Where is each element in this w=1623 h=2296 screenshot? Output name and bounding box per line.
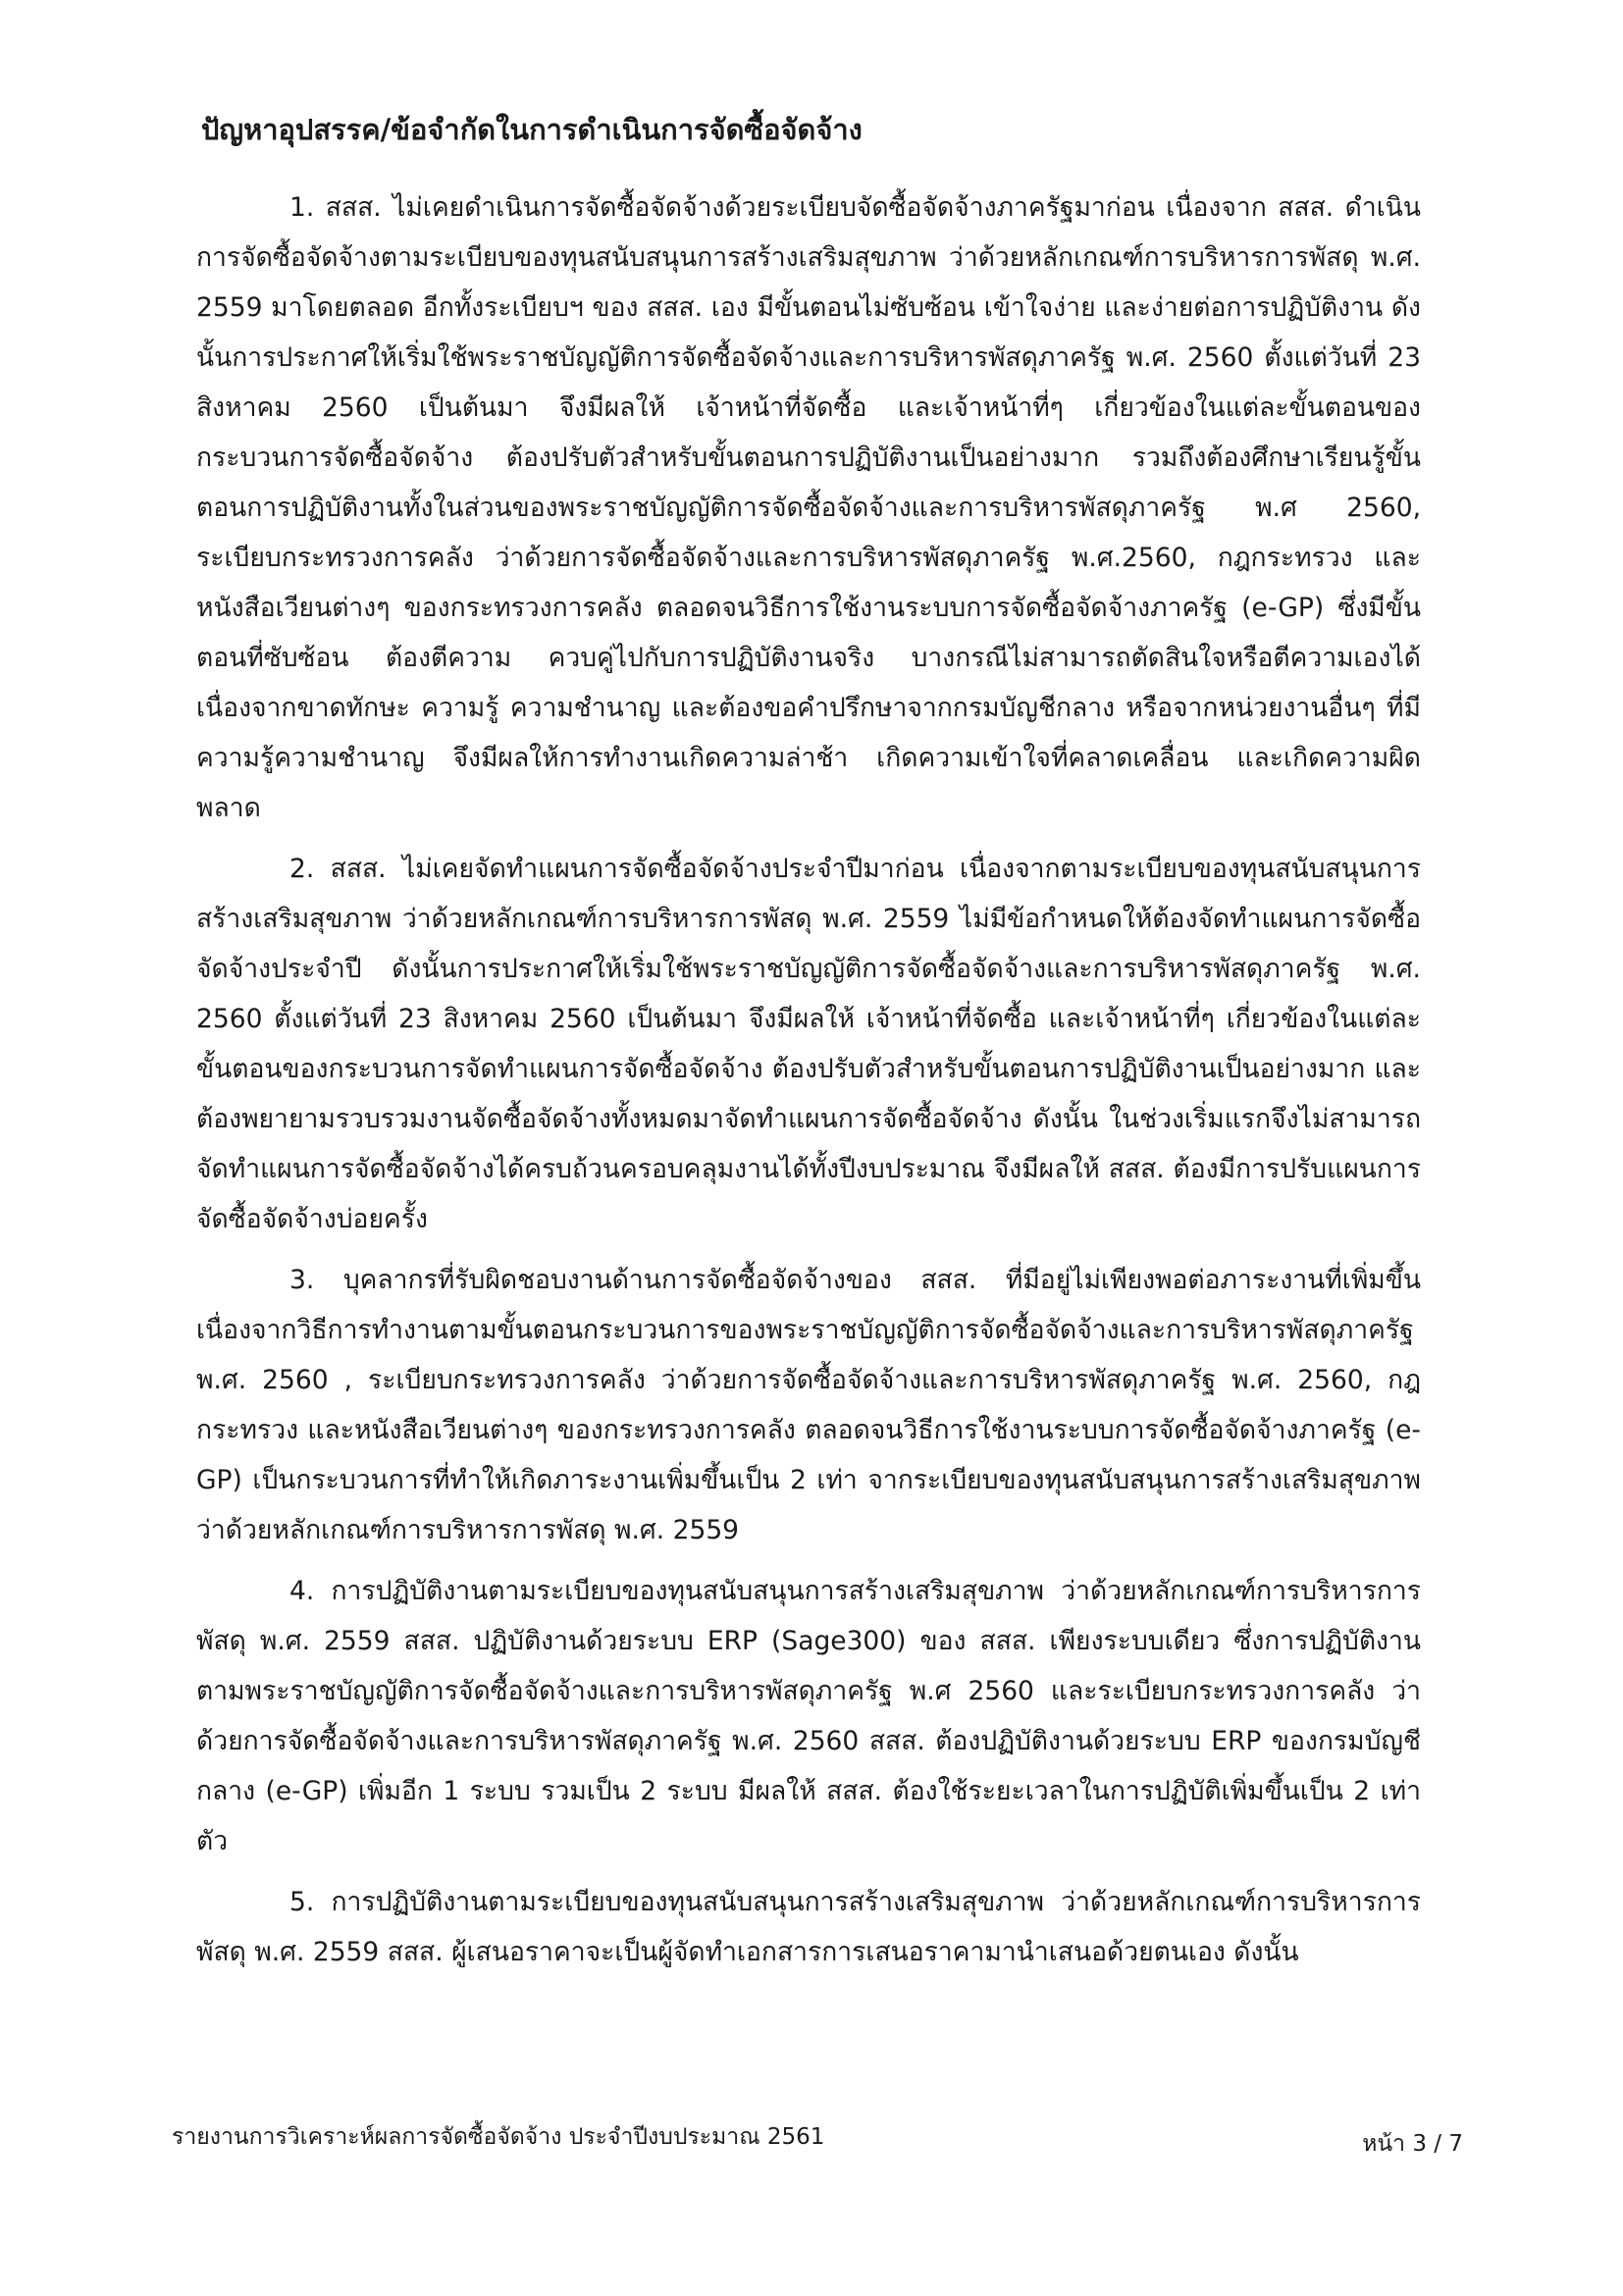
footer-report-title: รายงานการวิเคราะห์ผลการจัดซื้อจัดจ้าง ประจำปีงบประมาณ 2561 [172, 2124, 825, 2150]
body-text [196, 183, 1421, 1988]
paragraph-2: 2. สสส. ไม่เคยจัดทำแผนการจัดซื้อจัดจ้างประจำปีมาก่อน เนื่องจากตามระเบียบของทุนสนับสนุนการสร้างเสริมสุขภาพ ว่าด้วยหลักเกณฑ์การบริหารการพัสดุ พ.ศ. 2559 ไม่มีข้อกำหนดให้ต้องจัดทำแผนการจัดซื้อจัดจ้างประจำปี ดังนั้นการประกาศให้เริ่มใช้พระราชบัญญัติการจัดซื้อจัดจ้างและการบริหารพัสดุภาครัฐ พ.ศ. 2560 ตั้งแต่วันที่ 23 สิงหาคม 2560 เป็นต้นมา จึงมีผลให้ เจ้าหน้าที่จัดซื้อ และเจ้าหน้าที่ๆ เกี่ยวข้องในแต่ละขั้นตอนของกระบวนการจัดทำแผนการจัดซื้อจัดจ้าง ต้องปรับตัวสำหรับขั้นตอนการปฏิบัติงานเป็นอย่างมาก และต้องพยายามรวบรวมงานจัดซื้อจัดจ้างทั้งหมดมาจัดทำแผนการจัดซื้อจัดจ้าง ดังนั้น ในช่วงเริ่มแรกจึงไม่สามารถจัดทำแผนการจัดซื้อจัดจ้างได้ครบถ้วนครอบคลุมงานได้ทั้งปีงบประมาณ จึงมีผลให้ สสส. ต้องมีการปรับแผนการจัดซื้อจัดจ้างบ่อยครั้ง [196, 854, 1421, 1234]
paragraph-5: 5. การปฏิบัติงานตามระเบียบของทุนสนับสนุนการสร้างเสริมสุขภาพ ว่าด้วยหลักเกณฑ์การบริหารการพัสดุ พ.ศ. 2559 สสส. ผู้เสนอราคาจะเป็นผู้จัดทำเอกสารการเสนอราคามานำเสนอด้วยตนเอง ดังนั้น [196, 1887, 1421, 1967]
section-heading: ปัญหาอุปสรรค/ข้อจำกัดในการดำเนินการจัดซื้อจัดจ้าง [201, 113, 863, 146]
footer-page-number: หน้า 3 / 7 [1362, 2131, 1463, 2157]
paragraph-4: 4. การปฏิบัติงานตามระเบียบของทุนสนับสนุนการสร้างเสริมสุขภาพ ว่าด้วยหลักเกณฑ์การบริหารการพัสดุ พ.ศ. 2559 สสส. ปฏิบัติงานด้วยระบบ ERP (Sage300) ของ สสส. เพียงระบบเดียว ซึ่งการปฏิบัติงานตามพระราชบัญญัติการจัดซื้อจัดจ้างและการบริหารพัสดุภาครัฐ พ.ศ 2560 และระเบียบกระทรวงการคลัง ว่าด้วยการจัดซื้อจัดจ้างและการบริหารพัสดุภาครัฐ พ.ศ. 2560 สสส. ต้องปฏิบัติงานด้วยระบบ ERP ของกรมบัญชีกลาง (e-GP) เพิ่มอีก 1 ระบบ รวมเป็น 2 ระบบ มีผลให้ สสส. ต้องใช้ระยะเวลาในการปฏิบัติเพิ่มขึ้นเป็น 2 เท่าตัว [196, 1576, 1421, 1856]
paragraph-1: 1. สสส. ไม่เคยดำเนินการจัดซื้อจัดจ้างด้วยระเบียบจัดซื้อจัดจ้างภาครัฐมาก่อน เนื่องจาก สสส. ดำเนินการจัดซื้อจัดจ้างตามระเบียบของทุนสนับสนุนการสร้างเสริมสุขภาพ ว่าด้วยหลักเกณฑ์การบริหารการพัสดุ พ.ศ. 2559 มาโดยตลอด อีกทั้งระเบียบฯ ของ สสส. เอง มีขั้นตอนไม่ซับซ้อน เข้าใจง่าย และง่ายต่อการปฏิบัติงาน ดังนั้นการประกาศให้เริ่มใช้พระราชบัญญัติการจัดซื้อจัดจ้างและการบริหารพัสดุภาครัฐ พ.ศ. 2560 ตั้งแต่วันที่ 23 สิงหาคม 2560 เป็นต้นมา จึงมีผลให้ เจ้าหน้าที่จัดซื้อ และเจ้าหน้าที่ๆ เกี่ยวข้องในแต่ละขั้นตอนของกระบวนการจัดซื้อจัดจ้าง ต้องปรับตัวสำหรับขั้นตอนการปฏิบัติงานเป็นอย่างมาก รวมถึงต้องศึกษาเรียนรู้ขั้นตอนการปฏิบัติงานทั้งในส่วนของพระราชบัญญัติการจัดซื้อจัดจ้างและการบริหารพัสดุภาครัฐ พ.ศ 2560, ระเบียบกระทรวงการคลัง ว่าด้วยการจัดซื้อจัดจ้างและการบริหารพัสดุภาครัฐ พ.ศ.2560, กฎกระทรวง และหนังสือเวียนต่างๆ ของกระทรวงการคลัง ตลอดจนวิธีการใช้งานระบบการจัดซื้อจัดจ้างภาครัฐ (e-GP) ซึ่งมีขั้นตอนที่ซับซ้อน ต้องตีความ ควบคู่ไปกับการปฏิบัติงานจริง บางกรณีไม่สามารถตัดสินใจหรือตีความเองได้ เนื่องจากขาดทักษะ ความรู้ ความชำนาญ และต้องขอคำปรึกษาจากกรมบัญชีกลาง หรือจากหน่วยงานอื่นๆ ที่มีความรู้ความชำนาญ จึงมีผลให้การทำงานเกิดความล่าช้า เกิดความเข้าใจที่คลาดเคลื่อน และเกิดความผิดพลาด [196, 192, 1421, 823]
paragraph-3: 3. บุคลากรที่รับผิดชอบงานด้านการจัดซื้อจัดจ้างของ สสส. ที่มีอยู่ไม่เพียงพอต่อภาระงานที่เพิ่มขึ้น เนื่องจากวิธีการทำงานตามขั้นตอนกระบวนการของพระราชบัญญัติการจัดซื้อจัดจ้างและการบริหารพัสดุภาครัฐ พ.ศ. 2560 , ระเบียบกระทรวงการคลัง ว่าด้วยการจัดซื้อจัดจ้างและการบริหารพัสดุภาครัฐ พ.ศ. 2560, กฎกระทรวง และหนังสือเวียนต่างๆ ของกระทรวงการคลัง ตลอดจนวิธีการใช้งานระบบการจัดซื้อจัดจ้างภาครัฐ (e-GP) เป็นกระบวนการที่ทำให้เกิดภาระงานเพิ่มขึ้นเป็น 2 เท่า จากระเบียบของทุนสนับสนุนการสร้างเสริมสุขภาพ ว่าด้วยหลักเกณฑ์การบริหารการพัสดุ พ.ศ. 2559 [196, 1265, 1421, 1545]
